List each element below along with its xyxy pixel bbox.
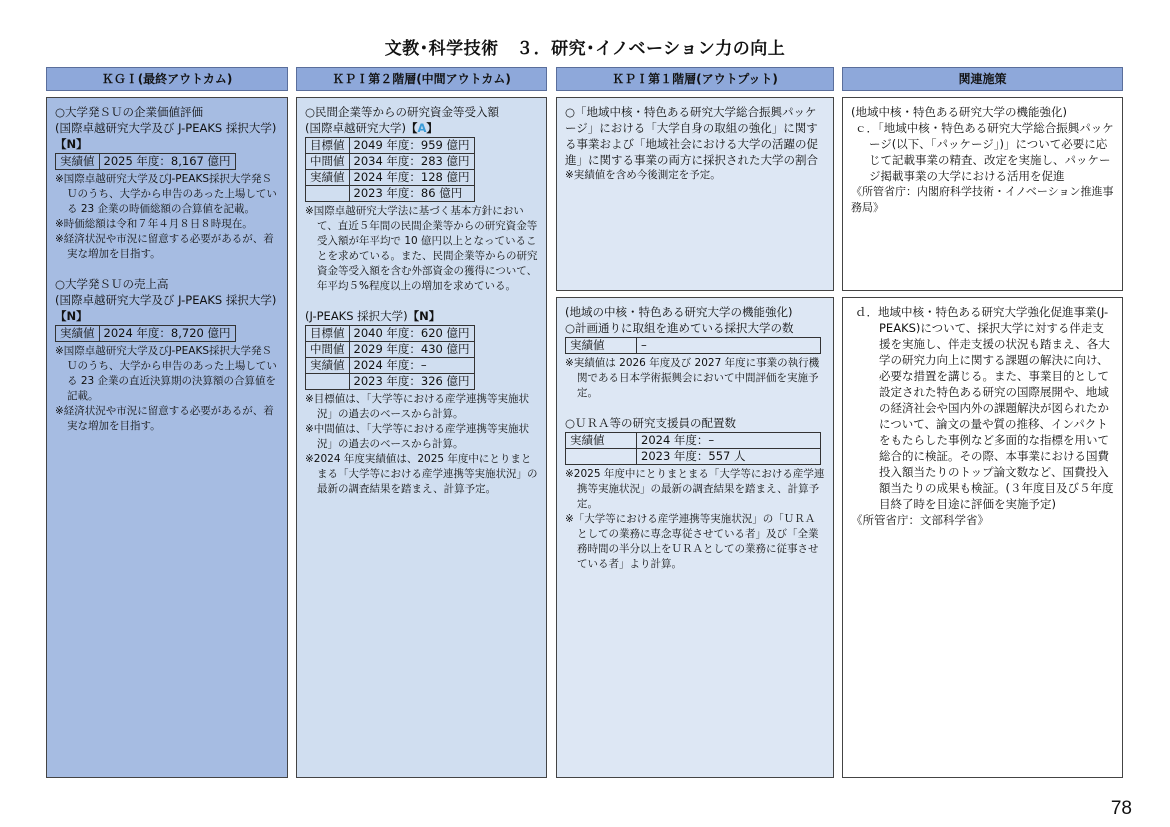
note: ※国際卓越研究大学及びJ-PEAKS採択大学発ＳＵのうち、大学から申告のあった上場している 23 企業の直近決算期の決算額の合算値を記載。 xyxy=(55,345,277,402)
row-value: 2024 年度：8,720 億円 xyxy=(99,326,235,342)
table-row xyxy=(306,138,475,154)
note: ※目標値は、「大学等における産学連携等実施状況」の過去のベースから計算。 xyxy=(305,393,530,420)
note: ※実績値を含め今後測定を予定。 xyxy=(565,169,721,181)
row-label: 実績値 xyxy=(566,433,637,449)
note: ※中間値は、「大学等における産学連携等実施状況」の過去のベースから計算。 xyxy=(305,423,530,450)
kpi2-title: ○民間企業等からの研究資金等受入額 xyxy=(305,105,500,119)
table-row xyxy=(566,338,821,354)
header-kpi1: ＫＰＩ第１階層(アウトプット) xyxy=(556,67,834,91)
row-value: 2034 年度：283 億円 xyxy=(349,154,474,170)
related-top-box xyxy=(842,97,1123,291)
kpi1-top-box xyxy=(556,97,834,291)
note: ※国際卓越研究大学法に基づく基本方針において、直近５年間の民間企業等からの研究資金等受入額が年平均で 10 億円以上となっていることを求めている。また、民間企業等からの研究資金等受入額を含む外部資金の獲得について、年平均５%程度以上の増加を求めている。 xyxy=(305,205,538,292)
row-label: 目標値 xyxy=(306,326,350,342)
note: ※2024 年度実績値は、2025 年度中にとりまとまる「大学等における産学連携等実施状況」の最新の調査結果を踏まえ、計算予定。 xyxy=(305,453,538,495)
table-row xyxy=(566,433,821,449)
row-value: 2049 年度：959 億円 xyxy=(349,138,474,154)
header-kgi: ＫＧＩ(最終アウトカム) xyxy=(46,67,288,91)
kpi1-bottom-box xyxy=(556,297,834,778)
row-label: 実績値 xyxy=(306,358,350,374)
related-top-ministry: 《所管省庁：内閣府科学技術・イノベーション推進事務局》 xyxy=(851,185,1114,214)
row-value: 2024 年度：128 億円 xyxy=(349,170,474,186)
table-row xyxy=(306,170,475,186)
kpi1-item2: ○ＵＲＡ等の研究支援員の配置数 xyxy=(565,416,737,430)
row-value: 2040 年度：620 億円 xyxy=(349,326,474,342)
row-value: 2024 年度：– xyxy=(349,358,474,374)
row-value: 2023 年度：557 人 xyxy=(637,449,821,465)
related-bottom-item: ｄ．地域中核・特色ある研究大学強化促進事業(J-PEAKS)について、採択大学に対する伴走支援を実施し、伴走支援の状況も踏まえ、各大学の研究力向上に関する課題の解決に向け、必要な措置を講じる。また、事業目的として設定された特色ある研究の国際展開や、地域の経済社会や国内外の課題解決が図られたかについて、論文の量や質の推移、インパクトをもたらした事例など多面的な指標を用いて総合的に検証。その際、本事業における国費投入額当たりのトップ論文数など、国費投入額当たりの成果も検証。(３年度目及び５年度目終了時を目途に評価を実施予定) xyxy=(855,305,1114,511)
note: ※国際卓越研究大学及びJ-PEAKS採択大学発ＳＵのうち、大学から申告のあった上場している 23 企業の時価総額の合算値を記載。 xyxy=(55,173,277,215)
related-bottom-ministry: 《所管省庁：文部科学省》 xyxy=(851,513,989,527)
related-bottom-box xyxy=(842,297,1123,778)
table-row xyxy=(306,154,475,170)
row-label: 実績値 xyxy=(56,154,100,170)
row-label: 中間値 xyxy=(306,342,350,358)
kpi2-table1 xyxy=(305,137,475,202)
note: ※「大学等における産学連携等実施状況」の「ＵＲＡとしての業務に専念専従させている者」及び「全業務時間の半分以上をＵＲＡとしての業務に従事させている者」より計算。 xyxy=(565,513,819,570)
table-row xyxy=(306,326,475,342)
kpi1-table1 xyxy=(565,337,821,354)
row-value: 2024 年度：– xyxy=(637,433,821,449)
kpi2-table2 xyxy=(305,325,475,390)
row-label: 実績値 xyxy=(56,326,100,342)
kpi2-sub2: (J-PEAKS 採択大学)【N】 xyxy=(305,309,441,323)
row-label xyxy=(306,186,350,202)
table-row xyxy=(56,154,236,170)
row-label: 実績値 xyxy=(306,170,350,186)
kgi-item2-title: ○大学発ＳＵの売上高 (国際卓越研究大学及び J-PEAKS 採択大学)【N】 xyxy=(55,277,277,323)
row-label: 実績値 xyxy=(566,338,637,354)
row-label: 中間値 xyxy=(306,154,350,170)
note: ※経済状況や市況に留意する必要があるが、着実な増加を目指す。 xyxy=(55,405,274,432)
row-label xyxy=(566,449,637,465)
kgi-item1-title: ○大学発ＳＵの企業価値評価 (国際卓越研究大学及び J-PEAKS 採択大学)【N】 xyxy=(55,105,277,151)
kpi1-top-text: ○「地域中核・特色ある研究大学総合振興パッケージ」における「大学自身の取組の強化」に関する事業および「地域社会における大学の活躍の促進」に関する事業の両方に採択された大学の割合 xyxy=(565,105,818,167)
kpi2-column xyxy=(296,97,547,778)
table-row xyxy=(306,358,475,374)
kpi2-sub1: (国際卓越研究大学)【A】 xyxy=(305,121,438,135)
table-row xyxy=(566,449,821,465)
page-number: 78 xyxy=(1110,798,1132,819)
kpi1-table2 xyxy=(565,432,821,465)
note: ※2025 年度中にとりまとまる「大学等における産学連携等実施状況」の最新の調査結果を踏まえ、計算予定。 xyxy=(565,468,825,510)
note: ※実績値は 2026 年度及び 2027 年度に事業の執行機関である日本学術振興会において中間評価を実施予定。 xyxy=(565,357,820,399)
row-value: 2025 年度：8,167 億円 xyxy=(99,154,235,170)
table-row xyxy=(306,374,475,390)
table-row xyxy=(56,326,236,342)
kgi-item2-table xyxy=(55,325,236,342)
kpi1-item1: ○計画通りに取組を進めている採択大学の数 xyxy=(565,321,794,335)
table-row xyxy=(306,186,475,202)
header-related: 関連施策 xyxy=(842,67,1123,91)
note: ※経済状況や市況に留意する必要があるが、着実な増加を目指す。 xyxy=(55,233,274,260)
related-top-item: ｃ．「地域中核・特色ある研究大学総合振興パッケージ(以下、「パッケージ」)」について必要に応じて記載事業の精査、改定を実施し、パッケージ掲載事業の大学における活用を促進 xyxy=(855,121,1114,183)
related-top-heading: (地域中核・特色ある研究大学の機能強化) xyxy=(851,105,1067,119)
row-value: – xyxy=(637,338,821,354)
row-value: 2023 年度：86 億円 xyxy=(349,186,474,202)
row-label xyxy=(306,374,350,390)
header-kpi2: ＫＰＩ第２階層(中間アウトカム) xyxy=(296,67,547,91)
page-title: 文教･科学技術 ３．研究･イノベーション力の向上 xyxy=(384,39,786,59)
row-label: 目標値 xyxy=(306,138,350,154)
kgi-item1-table xyxy=(55,153,236,170)
row-value: 2023 年度：326 億円 xyxy=(349,374,474,390)
row-value: 2029 年度：430 億円 xyxy=(349,342,474,358)
table-row xyxy=(306,342,475,358)
kpi1-heading: (地域の中核・特色ある研究大学の機能強化) xyxy=(565,305,793,319)
note: ※時価総額は令和７年４月８日８時現在。 xyxy=(55,218,253,230)
kgi-column xyxy=(46,97,288,778)
grade-badge: A xyxy=(417,121,427,135)
